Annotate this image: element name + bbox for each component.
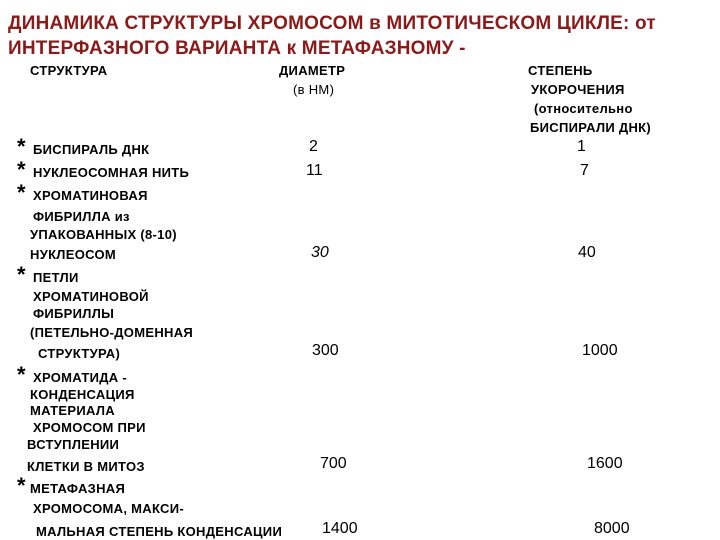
header-structure: СТРУКТУРА: [30, 63, 108, 78]
row-1-line-1: БИСПИРАЛЬ ДНК: [33, 142, 150, 157]
bullet-icon: *: [17, 157, 26, 182]
row-3-diameter: 30: [311, 244, 329, 261]
header-diameter-unit: (в НМ): [293, 82, 335, 97]
row-2-shortening: 7: [580, 162, 589, 179]
header-degree-2: УКОРОЧЕНИЯ: [531, 82, 625, 97]
row-1-shortening: 1: [577, 138, 586, 155]
row-3-line-3: УПАКОВАННЫХ (8-10): [30, 227, 177, 242]
row-2-line-1: НУКЛЕОСОМНАЯ НИТЬ: [33, 165, 190, 180]
header-degree-3: (относительно: [534, 101, 633, 116]
row-4-line-4: (ПЕТЕЛЬНО-ДОМЕННАЯ: [30, 325, 194, 340]
row-3-line-4: НУКЛЕОСОМ: [30, 247, 117, 262]
row-6-line-3: МАЛЬНАЯ СТЕПЕНЬ КОНДЕНСАЦИИ: [36, 524, 283, 539]
bullet-icon: *: [17, 180, 26, 205]
row-5-line-3: МАТЕРИАЛА: [30, 403, 115, 418]
row-6-line-2: ХРОМОСОМА, МАКСИ-: [33, 501, 184, 516]
row-4-line-2: ХРОМАТИНОВОЙ: [33, 289, 149, 304]
row-5-shortening: 1600: [587, 455, 623, 472]
row-3-shortening: 40: [578, 244, 596, 261]
header-degree: СТЕПЕНЬ: [528, 63, 593, 78]
row-6-line-1: МЕТАФАЗНАЯ: [30, 481, 126, 496]
row-5-line-6: КЛЕТКИ В МИТОЗ: [27, 459, 145, 474]
row-4-line-5: СТРУКТУРА): [38, 346, 121, 361]
row-3-line-2: ФИБРИЛЛА из: [33, 209, 130, 224]
row-5-line-1: ХРОМАТИДА -: [33, 370, 128, 385]
row-5-diameter: 700: [320, 455, 347, 472]
row-4-line-1: ПЕТЛИ: [33, 270, 79, 285]
bullet-icon: *: [17, 362, 26, 387]
row-5-line-5: ВСТУПЛЕНИИ: [27, 437, 120, 452]
row-4-diameter: 300: [312, 342, 339, 359]
header-diameter: ДИАМЕТР: [279, 63, 346, 78]
row-4-line-3: ФИБРИЛЛЫ: [33, 306, 115, 321]
bullet-icon: *: [17, 262, 26, 287]
row-5-line-4: ХРОМОСОМ ПРИ: [33, 420, 146, 435]
row-5-line-2: КОНДЕНСАЦИЯ: [30, 387, 135, 402]
row-1-diameter: 2: [309, 138, 318, 155]
row-6-shortening: 8000: [594, 520, 630, 537]
title-line-1: ДИНАМИКА СТРУКТУРЫ ХРОМОСОМ в МИТОТИЧЕСКОМ ЦИКЛЕ: от: [8, 13, 656, 34]
header-degree-4: БИСПИРАЛИ ДНК): [530, 120, 652, 135]
row-3-line-1: ХРОМАТИНОВАЯ: [33, 188, 148, 203]
row-6-diameter: 1400: [322, 520, 358, 537]
row-2-diameter: 11: [306, 162, 323, 179]
bullet-icon: *: [17, 134, 26, 159]
row-4-shortening: 1000: [582, 342, 618, 359]
bullet-icon: *: [17, 473, 26, 498]
title-line-2: ИНТЕРФАЗНОГО ВАРИАНТА к МЕТАФАЗНОМУ -: [8, 38, 466, 59]
